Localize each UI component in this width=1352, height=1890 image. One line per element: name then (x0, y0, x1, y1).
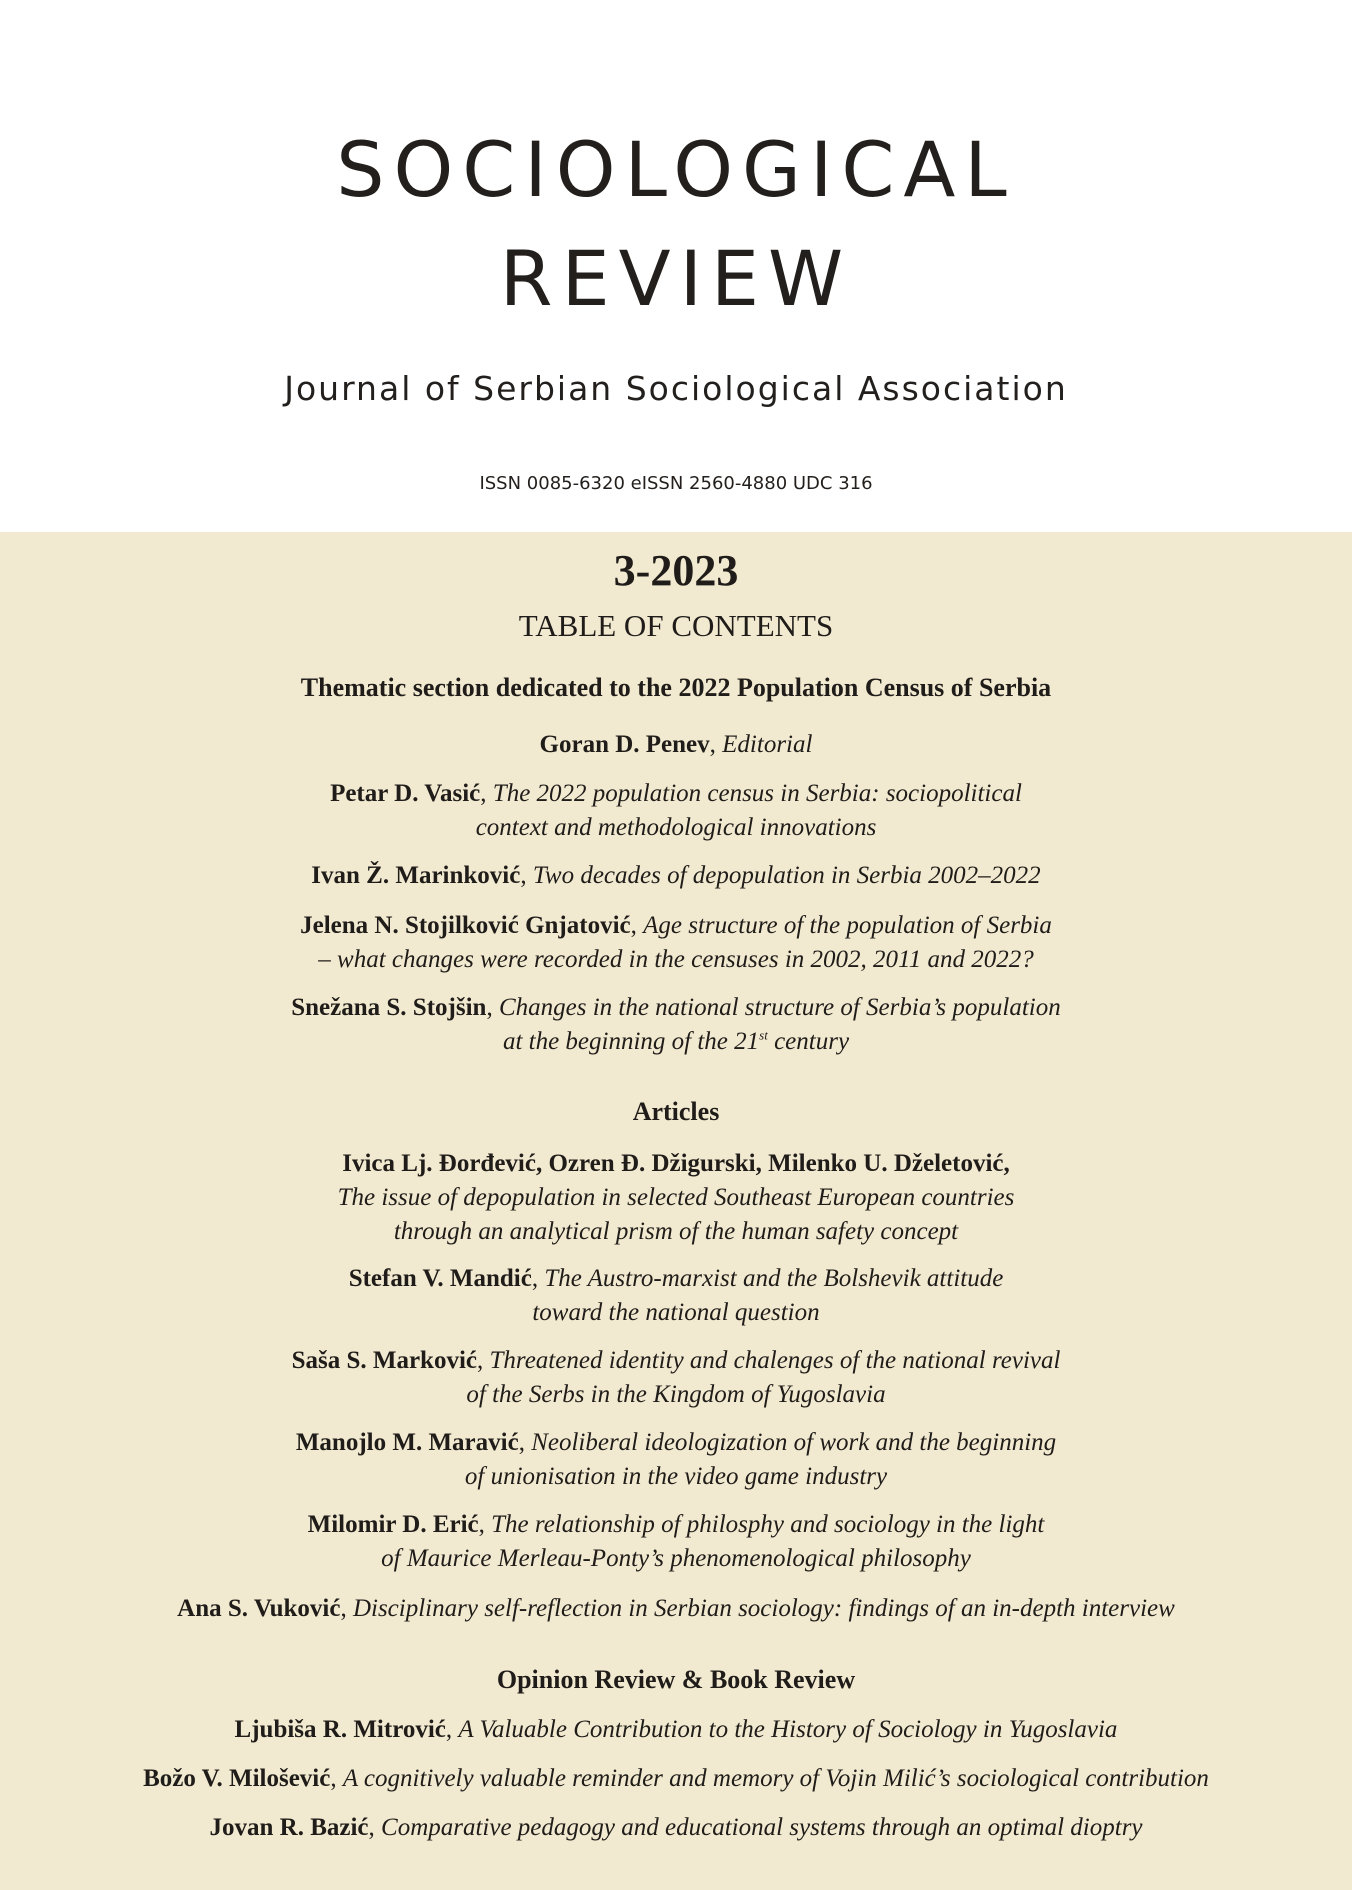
entry-title: Editorial (722, 731, 813, 758)
entry-title: The Austro-marxist and the Bolshevik attitude (544, 1265, 1004, 1292)
entry-author: Petar D. Vasić (330, 780, 481, 807)
toc-entry: Ivan Ž. Marinković, Two decades of depopulation in Serbia 2002–2022 (311, 862, 1041, 889)
entry-title: A Valuable Contribution to the History of Sociology in Yugoslavia (458, 1716, 1118, 1743)
toc-heading: TABLE OF CONTENTS (518, 608, 834, 643)
entry-author: Stefan V. Mandić (348, 1265, 532, 1292)
entry-title-continued: context and methodological innovations (475, 814, 877, 841)
toc-entry: Ljubiša R. Mitrović, A Valuable Contribution to the History of Sociology in Yugoslavia (234, 1716, 1118, 1743)
toc-entry: Ana S. Vuković, Disciplinary self-reflection in Serbian sociology: findings of an in-depth interview (177, 1595, 1175, 1622)
entry-author: Jovan R. Bazić (209, 1814, 369, 1841)
entry-author: Manojlo M. Maravić (295, 1429, 519, 1456)
entry-title: Disciplinary self-reflection in Serbian sociology: findings of an in-depth interview (352, 1595, 1175, 1622)
entry-title-continued: at the beginning of the 21st century (502, 1027, 850, 1055)
entry-title: Two decades of depopulation in Serbia 2002–2022 (532, 862, 1041, 889)
entry-title: A cognitively valuable reminder and memory of Vojin Milić’s sociological contribution (342, 1765, 1209, 1792)
journal-title-line1: SOCIOLOGICAL (336, 125, 1016, 214)
entry-title-continued: of the Serbs in the Kingdom of Yugoslavia (466, 1381, 886, 1408)
entry-title: The issue of depopulation in selected Southeast European countries (337, 1184, 1015, 1211)
entry-title: Changes in the national structure of Serbia’s population (498, 994, 1061, 1021)
toc-entry: Manojlo M. Maravić, Neoliberal ideologization of work and the beginning of unionisation in the video game industry (40, 1426, 1312, 1494)
journal-subtitle: Journal of Serbian Sociological Association (284, 369, 1068, 408)
entry-author: Božo V. Milošević (143, 1765, 331, 1792)
entry-author: Ljubiša R. Mitrović (234, 1716, 446, 1743)
reviews-section-heading: Opinion Review & Book Review (496, 1665, 856, 1694)
entry-title: The relationship of philosphy and sociology in the light (491, 1511, 1045, 1538)
journal-title-line2: REVIEW (499, 234, 853, 323)
entry-title: Comparative pedagogy and educational systems through an optimal dioptry (381, 1814, 1143, 1841)
entry-title-continued: of Maurice Merleau-Ponty’s phenomenological philosophy (381, 1545, 971, 1572)
toc-entry: Jelena N. Stojilković Gnjatović, Age structure of the population of Serbia – what changes were recorded in the censuses in 2002, 2011 and 2022? (40, 909, 1312, 977)
entry-author: Snežana S. Stojšin (291, 994, 487, 1021)
toc-entry: Petar D. Vasić, The 2022 population census in Serbia: sociopolitical context and methodological innovations (40, 777, 1312, 845)
toc-entry: Snežana S. Stojšin, Changes in the national structure of Serbia’s population at the beginning of the 21st century (40, 991, 1312, 1059)
toc-entry: Stefan V. Mandić, The Austro-marxist and the Bolshevik attitude toward the national question (40, 1262, 1312, 1330)
issue-number: 3-2023 (613, 546, 739, 595)
thematic-section-heading: Thematic section dedicated to the 2022 Population Census of Serbia (300, 673, 1052, 702)
toc-entry (40, 1147, 1312, 1249)
entry-author: Ivica Lj. Đorđević, Ozren Đ. Džigurski, Milenko U. Dželetović, (342, 1150, 1010, 1177)
toc-entry: Saša S. Marković, Threatened identity and chalenges of the national revival of the Serbs in the Kingdom of Yugoslavia (40, 1344, 1312, 1412)
entry-title: Neoliberal ideologization of work and the beginning (531, 1429, 1057, 1456)
entry-author: Jelena N. Stojilković Gnjatović (300, 912, 631, 939)
toc-entry: Goran D. Penev, Editorial (539, 731, 813, 758)
entry-title-continued: toward the national question (532, 1299, 820, 1326)
entry-title-continued: of unionisation in the video game industry (464, 1463, 888, 1490)
articles-section-heading: Articles (632, 1097, 720, 1126)
toc-entry: Milomir D. Erić, The relationship of philosphy and sociology in the light of Maurice Merleau-Ponty’s phenomenological philosophy (40, 1508, 1312, 1576)
entry-author: Milomir D. Erić (307, 1511, 479, 1538)
entry-author: Goran D. Penev (539, 731, 710, 758)
entry-title: Threatened identity and chalenges of the national revival (489, 1347, 1061, 1374)
toc-entry: Božo V. Milošević, A cognitively valuable reminder and memory of Vojin Milić’s sociological contribution (143, 1765, 1209, 1792)
entry-title: Age structure of the population of Serbia (643, 912, 1052, 939)
entry-author: Ivan Ž. Marinković (311, 862, 521, 889)
toc-entry: Jovan R. Bazić, Comparative pedagogy and educational systems through an optimal dioptry (209, 1814, 1143, 1841)
entry-title-continued: – what changes were recorded in the censuses in 2002, 2011 and 2022? (318, 946, 1034, 973)
entry-title-continued: through an analytical prism of the human safety concept (393, 1218, 959, 1245)
entry-author: Saša S. Marković (291, 1347, 477, 1374)
issn-line: ISSN 0085-6320 eISSN 2560-4880 UDC 316 (479, 473, 873, 494)
entry-title: The 2022 population census in Serbia: sociopolitical (492, 780, 1022, 807)
entry-author: Ana S. Vuković (177, 1595, 341, 1622)
